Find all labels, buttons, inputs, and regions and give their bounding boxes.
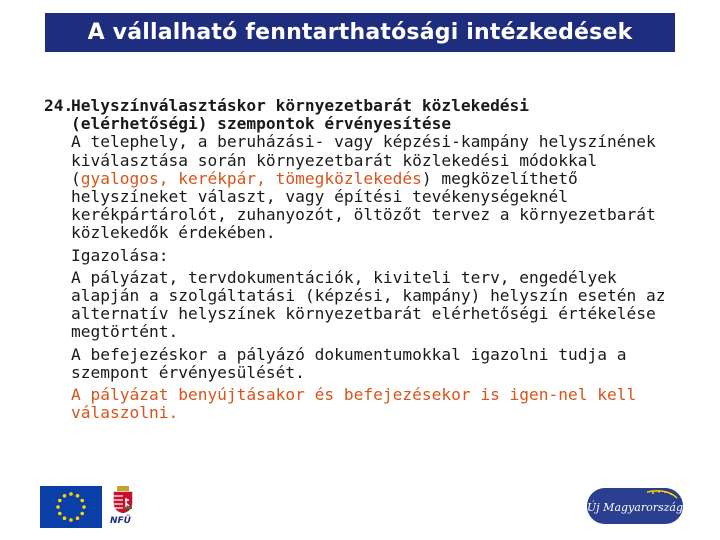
slide-title: A vállalható fenntarthatósági intézkedések [87, 20, 633, 45]
paragraph-location-after: ) megközelíthető helyszíneket választ, vagy építési tevékenységeknél kerékpártárolót, zuhanyozót, öltözőt tervez a környezetbarát közlekedők érdekében. [71, 168, 656, 243]
eu-flag-logo [40, 486, 102, 528]
paragraph-location [44, 133, 684, 242]
transport-modes-highlight: gyalogos, kerékpár, tömegközlekedés [80, 168, 422, 188]
section-heading-line2: (elérhetőségi) szempontok érvényesítése [71, 114, 452, 134]
paragraph-location-before: A telephely, a beruházási- vagy képzési-kampány helyszínének kiválasztása során környezetbarát közlekedési módokkal ( [71, 132, 656, 188]
hungarian-coat-of-arms-icon [112, 486, 134, 514]
slide-title-bar [45, 13, 675, 52]
section-heading-line1: Helyszínválasztáskor környezetbarát közlekedési [71, 96, 530, 115]
proof-label: Igazolása: [71, 245, 169, 265]
uj-magyarorszag-logo [587, 488, 683, 524]
paragraph-completion: A befejezéskor a pályázó dokumentumokkal igazolni tudja a szempont érvényesülését. [71, 344, 627, 382]
nfu-logo-text: NFÜ [110, 516, 131, 526]
section-number: 24. [44, 96, 74, 115]
paragraph-documentation: A pályázat, tervdokumentációk, kiviteli terv, engedélyek alapján a szolgáltatási (képzési, kampány) helyszín esetén az alternatív helyszínek környezetbarát elérhetőségi értékelése megtörtént. [71, 267, 666, 342]
slide-content [44, 97, 684, 422]
section-heading [44, 97, 684, 133]
paragraph-answer-required: A pályázat benyújtásakor és befejezésekor is igen-nel kell válaszolni. [71, 385, 637, 423]
uj-magyarorszag-text: Új Magyarország [587, 501, 683, 514]
